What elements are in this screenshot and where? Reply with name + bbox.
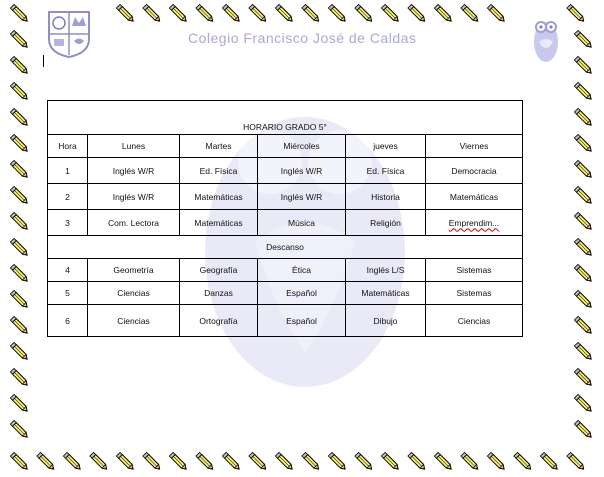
pencil-icon xyxy=(408,4,427,23)
pencil-icon xyxy=(574,342,593,361)
hour-cell: 2 xyxy=(48,184,88,210)
pencil-icon xyxy=(90,452,109,471)
subject-cell: Geografía xyxy=(180,259,258,282)
pencil-icon xyxy=(10,212,29,231)
pencil-icon xyxy=(10,4,29,23)
pencil-icon xyxy=(143,4,162,23)
subject-cell: Matemáticas xyxy=(346,282,426,305)
pencil-icon xyxy=(574,420,593,439)
subject-cell xyxy=(426,210,523,236)
subject-cell: Democracia xyxy=(426,158,523,184)
pencil-icon xyxy=(275,452,294,471)
subject-cell: Ed. Física xyxy=(180,158,258,184)
subject-cell: Danzas xyxy=(180,282,258,305)
pencil-icon xyxy=(116,452,135,471)
subject-cell: Ciencias xyxy=(426,305,523,337)
pencil-icon xyxy=(574,186,593,205)
pencil-icon xyxy=(567,4,586,23)
pencil-icon xyxy=(10,342,29,361)
subject-cell: Ética xyxy=(258,259,346,282)
subject-cell: Inglés W/R xyxy=(88,158,180,184)
pencil-icon xyxy=(381,452,400,471)
pencil-icon xyxy=(574,290,593,309)
subject-cell: Español xyxy=(258,305,346,337)
subject-cell: Música xyxy=(258,210,346,236)
pencil-icon xyxy=(574,82,593,101)
pencil-icon xyxy=(196,452,215,471)
column-header: Viernes xyxy=(426,135,523,158)
pencil-icon xyxy=(434,4,453,23)
subject-cell: Ciencias xyxy=(88,305,180,337)
subject-cell: Sistemas xyxy=(426,259,523,282)
pencil-icon xyxy=(302,452,321,471)
subject-cell: Inglés W/R xyxy=(258,158,346,184)
pencil-icon xyxy=(10,186,29,205)
column-header: Martes xyxy=(180,135,258,158)
text-cursor xyxy=(43,55,44,67)
column-header: Miércoles xyxy=(258,135,346,158)
pencil-icon xyxy=(408,452,427,471)
schedule-table xyxy=(47,100,523,337)
subject-cell: Español xyxy=(258,282,346,305)
column-header: Lunes xyxy=(88,135,180,158)
pencil-icon xyxy=(574,30,593,49)
pencil-icon xyxy=(574,316,593,335)
pencil-icon xyxy=(169,4,188,23)
pencil-icon xyxy=(487,4,506,23)
owl-icon xyxy=(530,12,562,64)
pencil-icon xyxy=(63,452,82,471)
subject-cell: Historia xyxy=(346,184,426,210)
pencil-icon xyxy=(574,212,593,231)
pencil-icon xyxy=(487,452,506,471)
pencil-icon xyxy=(10,368,29,387)
pencil-icon xyxy=(10,290,29,309)
subject-cell: Ortografía xyxy=(180,305,258,337)
pencil-icon xyxy=(10,82,29,101)
hour-cell: 4 xyxy=(48,259,88,282)
hour-cell: 1 xyxy=(48,158,88,184)
pencil-icon xyxy=(574,108,593,127)
pencil-icon xyxy=(10,394,29,413)
pencil-icon xyxy=(10,238,29,257)
column-header: Hora xyxy=(48,135,88,158)
subject-cell: Matemáticas xyxy=(180,210,258,236)
pencil-icon xyxy=(574,238,593,257)
pencil-icon xyxy=(10,108,29,127)
hour-cell: 6 xyxy=(48,305,88,337)
pencil-icon xyxy=(10,316,29,335)
crest-logo-icon xyxy=(46,9,92,59)
pencil-icon xyxy=(540,452,559,471)
pencil-icon xyxy=(249,452,268,471)
pencil-icon xyxy=(10,160,29,179)
subject-cell: Sistemas xyxy=(426,282,523,305)
subject-cell: Geometría xyxy=(88,259,180,282)
subject-cell: Inglés L/S xyxy=(346,259,426,282)
pencil-icon xyxy=(116,4,135,23)
pencil-icon xyxy=(10,134,29,153)
subject-cell: Ciencias xyxy=(88,282,180,305)
pencil-icon xyxy=(574,368,593,387)
pencil-icon xyxy=(567,452,586,471)
pencil-icon xyxy=(574,56,593,75)
pencil-icon xyxy=(169,452,188,471)
pencil-icon xyxy=(143,452,162,471)
pencil-icon xyxy=(249,4,268,23)
pencil-icon xyxy=(275,4,294,23)
subject-cell: Dibujo xyxy=(346,305,426,337)
pencil-icon xyxy=(10,30,29,49)
pencil-icon xyxy=(222,452,241,471)
break-row: Descanso xyxy=(48,236,523,259)
pencil-icon xyxy=(355,4,374,23)
pencil-icon xyxy=(10,56,29,75)
pencil-icon xyxy=(10,264,29,283)
pencil-icon xyxy=(461,4,480,23)
subject-cell: Matemáticas xyxy=(180,184,258,210)
pencil-icon xyxy=(574,394,593,413)
subject-cell: Matemáticas xyxy=(426,184,523,210)
subject-cell: Com. Lectora xyxy=(88,210,180,236)
pencil-icon xyxy=(328,4,347,23)
hour-cell: 5 xyxy=(48,282,88,305)
pencil-icon xyxy=(574,264,593,283)
pencil-icon xyxy=(37,452,56,471)
hour-cell: 3 xyxy=(48,210,88,236)
school-name: Colegio Francisco José de Caldas xyxy=(188,30,417,46)
pencil-icon xyxy=(355,452,374,471)
pencil-icon xyxy=(328,452,347,471)
pencil-icon xyxy=(434,452,453,471)
pencil-icon xyxy=(381,4,400,23)
pencil-icon xyxy=(222,4,241,23)
pencil-icon xyxy=(514,452,533,471)
pencil-icon xyxy=(10,420,29,439)
spellcheck-flagged-text: Emprendim... xyxy=(448,217,500,228)
pencil-icon xyxy=(10,452,29,471)
pencil-icon xyxy=(461,452,480,471)
pencil-icon xyxy=(574,160,593,179)
column-header: jueves xyxy=(346,135,426,158)
subject-cell: Inglés W/R xyxy=(88,184,180,210)
subject-cell: Religión xyxy=(346,210,426,236)
subject-cell: Ed. Física xyxy=(346,158,426,184)
schedule-title: HORARIO GRADO 5° xyxy=(48,101,523,135)
pencil-icon xyxy=(196,4,215,23)
subject-cell: Inglés W/R xyxy=(258,184,346,210)
pencil-icon xyxy=(302,4,321,23)
pencil-icon xyxy=(574,134,593,153)
